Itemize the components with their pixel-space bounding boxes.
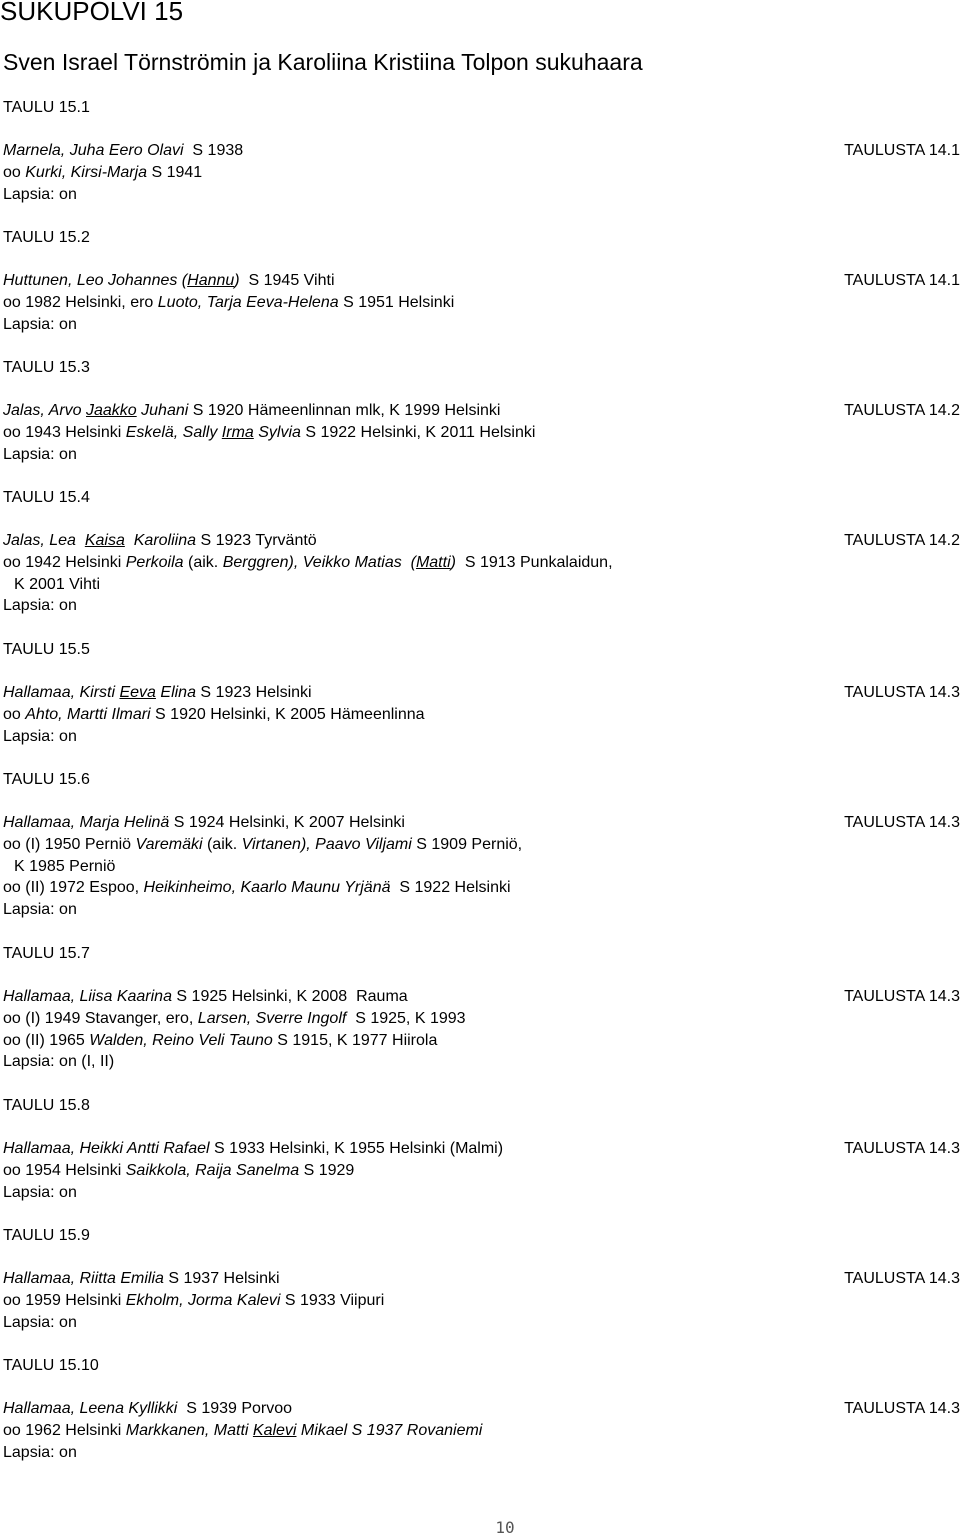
- entry-list: [3, 97, 960, 1485]
- children-line: Lapsia: on: [3, 1183, 77, 1201]
- spouse-line: oo 1942 Helsinki Perkoila (aik. Berggren), Veikko Matias (Matti) S 1913 Punkalaidun,: [3, 554, 613, 572]
- entry-15-3: [3, 357, 960, 487]
- source-reference: TAULUSTA 14.2: [844, 532, 960, 550]
- section-subtitle: Sven Israel Törnströmin ja Karoliina Kristiina Tolpon sukuhaara: [3, 49, 643, 75]
- entry-header: TAULU 15.8: [3, 1097, 90, 1114]
- spouse-line: oo (I) 1949 Stavanger, ero, Larsen, Sverre Ingolf S 1925, K 1993: [3, 1010, 466, 1028]
- spouse-line: oo 1954 Helsinki Saikkola, Raija Sanelma S 1929: [3, 1162, 355, 1180]
- spouse-line-second: oo (II) 1965 Walden, Reino Veli Tauno S 1915, K 1977 Hiirola: [3, 1031, 438, 1049]
- source-reference: TAULUSTA 14.3: [844, 988, 960, 1006]
- person-line: Hallamaa, Kirsti Eeva Elina S 1923 Helsinki TAULUSTA 14.3: [3, 682, 960, 704]
- entry-15-10: [3, 1355, 960, 1485]
- children-line: Lapsia: on: [3, 597, 77, 615]
- entry-15-1: [3, 97, 960, 227]
- person-line: Jalas, Lea Kaisa Karoliina S 1923 Tyrväntö TAULUSTA 14.2: [3, 530, 960, 552]
- entry-header: TAULU 15.2: [3, 229, 90, 246]
- spouse-line-continued: K 1985 Perniö: [14, 857, 116, 875]
- children-line: Lapsia: on: [3, 445, 77, 463]
- person-line: Hallamaa, Leena Kyllikki S 1939 Porvoo TAULUSTA 14.3: [3, 1398, 960, 1420]
- entry-15-5: [3, 639, 960, 769]
- spouse-line: oo (I) 1950 Perniö Varemäki (aik. Virtanen), Paavo Viljami S 1909 Perniö,: [3, 836, 523, 854]
- children-line: Lapsia: on: [3, 901, 77, 919]
- children-line: Lapsia: on: [3, 315, 77, 333]
- source-reference: TAULUSTA 14.3: [844, 814, 960, 832]
- children-line: Lapsia: on: [3, 1443, 77, 1461]
- source-reference: TAULUSTA 14.3: [844, 1270, 960, 1288]
- entry-15-7: [3, 943, 960, 1095]
- entry-header: TAULU 15.7: [3, 945, 90, 962]
- person-line: Huttunen, Leo Johannes (Hannu) S 1945 Vihti TAULUSTA 14.1: [3, 270, 960, 292]
- spouse-line: oo 1982 Helsinki, ero Luoto, Tarja Eeva-Helena S 1951 Helsinki: [3, 294, 455, 312]
- page-title: SUKUPOLVI 15: [0, 0, 184, 26]
- page-number: 10: [495, 1518, 515, 1537]
- spouse-line: oo 1943 Helsinki Eskelä, Sally Irma Sylvia S 1922 Helsinki, K 2011 Helsinki: [3, 424, 536, 442]
- person-line: Hallamaa, Heikki Antti Rafael S 1933 Helsinki, K 1955 Helsinki (Malmi) TAULUSTA 14.3: [3, 1138, 960, 1160]
- person-line: Jalas, Arvo Jaakko Juhani S 1920 Hämeenlinnan mlk, K 1999 Helsinki TAULUSTA 14.2: [3, 400, 960, 422]
- children-line: Lapsia: on (I, II): [3, 1053, 115, 1071]
- source-reference: TAULUSTA 14.1: [844, 272, 960, 290]
- children-line: Lapsia: on: [3, 185, 77, 203]
- entry-header: TAULU 15.4: [3, 489, 90, 506]
- children-line: Lapsia: on: [3, 727, 77, 745]
- spouse-line: oo Kurki, Kirsi-Marja S 1941: [3, 164, 203, 182]
- person-line: Hallamaa, Liisa Kaarina S 1925 Helsinki, K 2008 Rauma TAULUSTA 14.3: [3, 986, 960, 1008]
- source-reference: TAULUSTA 14.3: [844, 684, 960, 702]
- entry-15-9: [3, 1225, 960, 1355]
- entry-15-2: [3, 227, 960, 357]
- entry-15-4: [3, 487, 960, 639]
- children-line: Lapsia: on: [3, 1313, 77, 1331]
- person-line: Hallamaa, Riitta Emilia S 1937 Helsinki TAULUSTA 14.3: [3, 1268, 960, 1290]
- source-reference: TAULUSTA 14.2: [844, 402, 960, 420]
- entry-header: TAULU 15.10: [3, 1357, 99, 1374]
- source-reference: TAULUSTA 14.1: [844, 142, 960, 160]
- spouse-line: oo 1959 Helsinki Ekholm, Jorma Kalevi S 1933 Viipuri: [3, 1292, 385, 1310]
- entry-15-6: [3, 769, 960, 943]
- source-reference: TAULUSTA 14.3: [844, 1140, 960, 1158]
- entry-header: TAULU 15.9: [3, 1227, 90, 1244]
- spouse-line-second: oo (II) 1972 Espoo, Heikinheimo, Kaarlo Maunu Yrjänä S 1922 Helsinki: [3, 879, 511, 897]
- entry-header: TAULU 15.5: [3, 641, 90, 658]
- spouse-line: oo 1962 Helsinki Markkanen, Matti Kalevi Mikael S 1937 Rovaniemi: [3, 1422, 483, 1440]
- entry-header: TAULU 15.6: [3, 771, 90, 788]
- source-reference: TAULUSTA 14.3: [844, 1400, 960, 1418]
- entry-header: TAULU 15.1: [3, 99, 90, 116]
- person-line: Hallamaa, Marja Helinä S 1924 Helsinki, K 2007 Helsinki TAULUSTA 14.3: [3, 812, 960, 834]
- entry-header: TAULU 15.3: [3, 359, 90, 376]
- spouse-line: oo Ahto, Martti Ilmari S 1920 Helsinki, K 2005 Hämeenlinna: [3, 706, 425, 724]
- entry-15-8: [3, 1095, 960, 1225]
- person-line: Marnela, Juha Eero Olavi S 1938 TAULUSTA 14.1: [3, 140, 960, 162]
- spouse-line-continued: K 2001 Vihti: [14, 575, 100, 593]
